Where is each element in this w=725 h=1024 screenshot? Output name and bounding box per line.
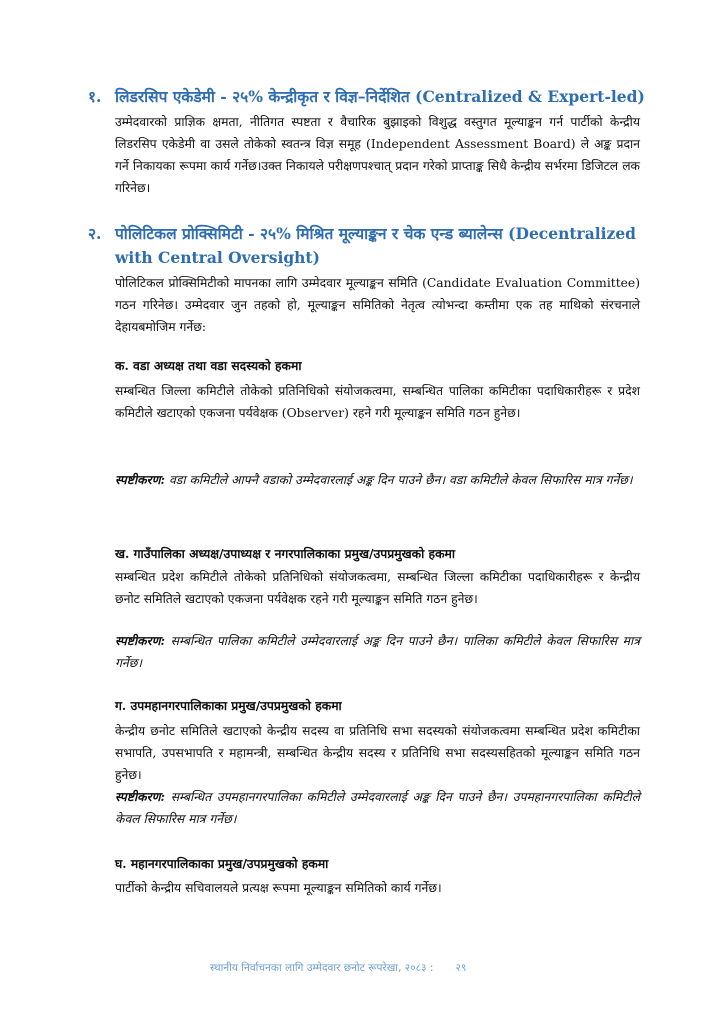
- clarification-text: वडा कमिटीले आफ्नै वडाको उम्मेदवारलाई अङ्क दिन पाउने छैन। वडा कमिटीले केवल सिफारिस मात्र गर्नेछ।: [165, 473, 633, 487]
- section-title-2: पोलिटिकल प्रोक्सिमिटी - २५% मिश्रित मूल्याङ्कन र चेक एन्ड ब्यालेन्स (Decentralized with Central Oversight): [115, 224, 637, 267]
- section-body-1: उम्मेदवारको प्राज्ञिक क्षमता, नीतिगत स्पष्टता र वैचारिक बुझाइको विशुद्ध वस्तुगत मूल्याङ्कन गर्न पार्टीको केन्द्रीय लिडरसिप एकेडेमी वा उसले तोकेको स्वतन्त्र विज्ञ समूह (Independent Assessment Board) ले अङ्क प्रदान गर्ने निकायका रूपमा कार्य गर्नेछ।उक्त निकायले परीक्षणपश्चात् प्रदान गरेको प्राप्ताङ्क सिधै केन्द्रीय सर्भरमा डिजिटल लक गरिनेछ।: [115, 115, 640, 195]
- clarification-label: स्पष्टीकरण:: [115, 789, 166, 804]
- subsection-title-gha: घ. महानगरपालिकाका प्रमुख/उपप्रमुखको हकमा: [115, 856, 329, 871]
- clarification-text: सम्बन्धित उपमहानगरपालिका कमिटीले उम्मेदवारलाई अङ्क दिन पाउने छैन। उपमहानगरपालिका कमिटीले केवल सिफारिस मात्र गर्नेछ।: [115, 790, 640, 826]
- subsection-title-ga: ग. उपमहानगरपालिकाका प्रमुख/उपप्रमुखको हकमा: [115, 698, 342, 713]
- clarification-ga: [115, 786, 640, 830]
- subsection-body-gha: पार्टीको केन्द्रीय सचिवालयले प्रत्यक्ष रूपमा मूल्याङ्कन समितिको कार्य गर्नेछ।: [115, 881, 442, 895]
- clarification-ka: [115, 469, 640, 491]
- clarification-kha: [115, 630, 640, 674]
- section-title-1: लिडरसिप एकेडेमी - २५% केन्द्रीकृत र विज्ञ–निर्देशित (Centralized & Expert-led): [115, 87, 645, 106]
- page-number: २९: [455, 962, 467, 974]
- section-number-1: १.: [88, 87, 102, 106]
- subsection-title-ka: क. वडा अध्यक्ष तथा वडा सदस्यको हकमा: [115, 358, 302, 373]
- clarification-label: स्पष्टीकरण:: [115, 472, 166, 487]
- section-body-2: पोलिटिकल प्रोक्सिमिटीको मापनका लागि उम्मेदवार मूल्याङ्कन समिति (Candidate Evaluation Committee) गठन गरिनेछ। उम्मेदवार जुन तहको हो, मूल्याङ्कन समितिको नेतृत्व त्योभन्दा कम्तीमा एक तह माथिको संरचनाले देहायबमोजिम गर्नेछ:: [115, 276, 640, 334]
- footer-title: स्थानीय निर्वाचनका लागि उम्मेदवार छनोट रूपरेखा, २०८३ :: [210, 962, 434, 974]
- section-heading-1: [88, 85, 648, 109]
- subsection-body-kha: सम्बन्धित प्रदेश कमिटीले तोकेको प्रतिनिधिको संयोजकत्वमा, सम्बन्धित जिल्ला कमिटीका पदाधिकारीहरू र केन्द्रीय छनोट समितिले खटाएको एकजना पर्यवेक्षक रहने गरी मूल्याङ्कन समिति गठन हुनेछ।: [115, 570, 640, 606]
- clarification-text: सम्बन्धित पालिका कमिटीले उम्मेदवारलाई अङ्क दिन पाउने छैन। पालिका कमिटीले केवल सिफारिस मात्र गर्नेछ।: [115, 634, 640, 670]
- subsection-body-ka: सम्बन्धित जिल्ला कमिटीले तोकेको प्रतिनिधिको संयोजकत्वमा, सम्बन्धित पालिका कमिटीका पदाधिकारीहरू र प्रदेश कमिटीले खटाएको एकजना पर्यवेक्षक (Observer) रहने गरी मूल्याङ्कन समिति गठन हुनेछ।: [115, 384, 640, 420]
- subsection-title-kha: ख. गाउँपालिका अध्यक्ष/उपाध्यक्ष र नगरपालिकाका प्रमुख/उपप्रमुखको हकमा: [115, 546, 456, 561]
- section-number-2: २.: [88, 224, 102, 243]
- clarification-label: स्पष्टीकरण:: [115, 633, 166, 648]
- subsection-body-ga: केन्द्रीय छनोट समितिले खटाएको केन्द्रीय सदस्य वा प्रतिनिधि सभा सदस्यको संयोजकत्वमा सम्बन्धित प्रदेश कमिटीका सभापति, उपसभापति र महामन्त्री, सम्बन्धित केन्द्रीय सदस्य र प्रतिनिधि सभा सदस्यसहितको मूल्याङ्कन समिति गठन हुनेछ।: [115, 724, 640, 782]
- section-heading-2: [88, 222, 648, 270]
- page-footer: [210, 960, 550, 976]
